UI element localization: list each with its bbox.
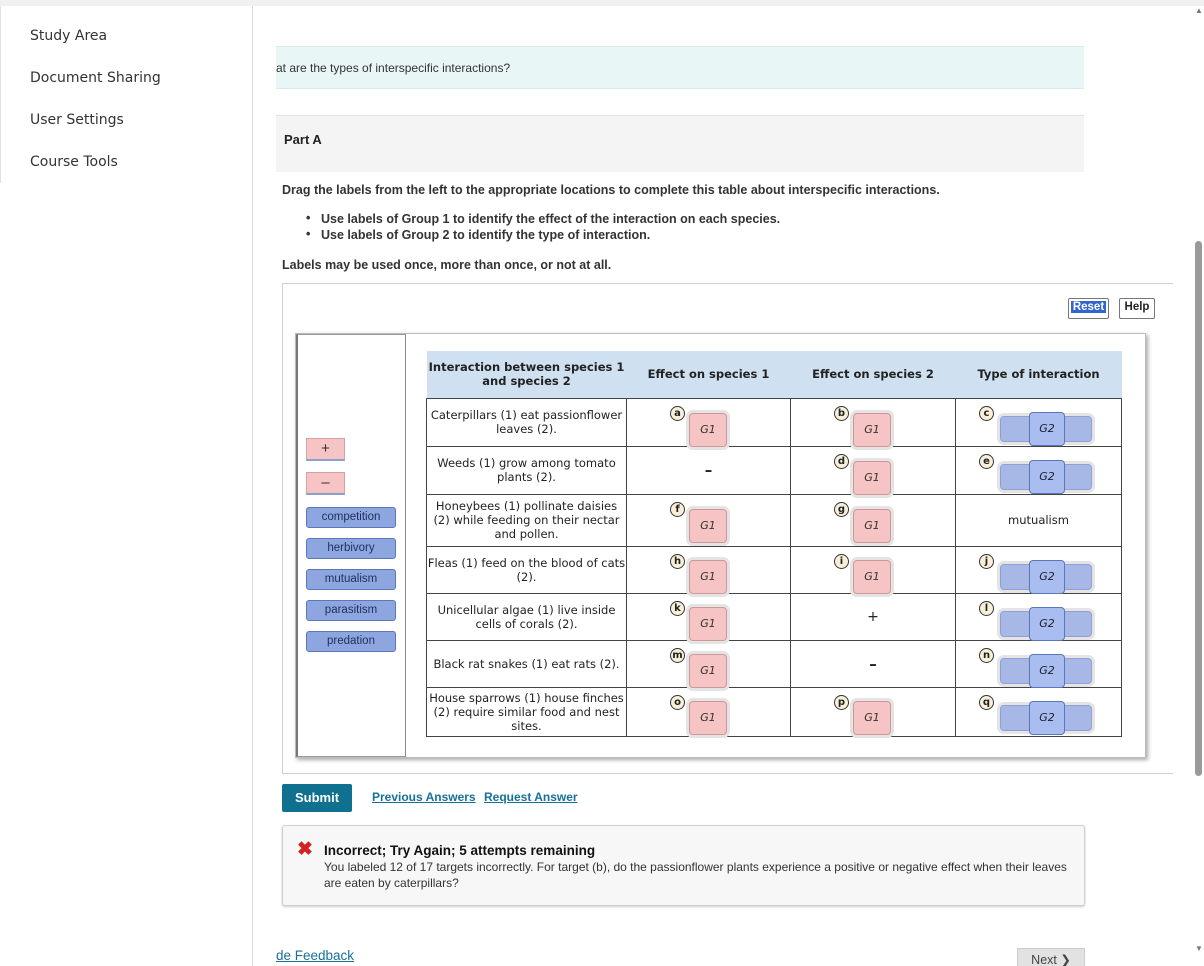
question-banner: at are the types of interspecific interactions? — [276, 46, 1084, 89]
label-predation[interactable]: predation — [306, 631, 396, 652]
target-i[interactable] — [791, 546, 956, 593]
effect-value: + — [791, 593, 956, 640]
sidebar-item-user-settings[interactable]: User Settings — [30, 112, 124, 128]
scroll-up-icon[interactable]: ▲ — [1195, 6, 1203, 15]
target-badge: h — [670, 554, 685, 569]
target-b[interactable] — [791, 398, 956, 446]
g2-label: G2 — [1029, 412, 1065, 446]
label-parasitism[interactable]: parasitism — [306, 600, 396, 621]
g2-dropzone[interactable] — [1000, 658, 1092, 684]
target-d[interactable] — [791, 446, 956, 494]
drag-drop-workarea — [282, 283, 1173, 774]
interaction-table — [426, 351, 1122, 737]
g2-dropzone[interactable] — [1000, 564, 1092, 590]
g1-dropzone[interactable]: G1 — [689, 560, 727, 594]
label-herbivory[interactable]: herbivory — [306, 538, 396, 559]
target-badge: e — [979, 454, 994, 469]
sidebar-item-course-tools[interactable]: Course Tools — [30, 154, 118, 170]
g1-dropzone[interactable]: G1 — [689, 607, 727, 641]
g1-dropzone[interactable]: G1 — [853, 701, 891, 735]
interaction-text: Unicellular algae (1) live inside cells of corals (2). — [427, 593, 627, 640]
target-e[interactable] — [956, 446, 1122, 494]
sidebar-item-study-area[interactable]: Study Area — [30, 28, 108, 44]
g2-label: G2 — [1029, 701, 1065, 735]
target-badge: d — [834, 454, 849, 469]
target-m[interactable] — [627, 640, 791, 687]
label-plus[interactable]: + — [306, 438, 345, 461]
interaction-text: Honeybees (1) pollinate daisies (2) while feeding on their nectar and pollen. — [427, 494, 627, 546]
g2-label: G2 — [1029, 607, 1065, 641]
target-j[interactable] — [956, 546, 1122, 593]
sidebar-edge — [0, 6, 4, 183]
g1-dropzone[interactable]: G1 — [853, 461, 891, 495]
g1-dropzone[interactable]: G1 — [853, 509, 891, 543]
interaction-text: Caterpillars (1) eat passionflower leaves (2). — [427, 398, 627, 446]
g1-dropzone[interactable]: G1 — [689, 654, 727, 688]
help-button[interactable]: Help — [1119, 298, 1155, 319]
target-badge: m — [670, 648, 685, 663]
target-o[interactable] — [627, 687, 791, 736]
target-badge: k — [670, 601, 685, 616]
target-f[interactable] — [627, 494, 791, 546]
g2-label: G2 — [1029, 460, 1065, 494]
bullet-group1: • Use labels of Group 1 to identify the effect of the interaction on each species. — [304, 212, 780, 228]
scroll-thumb[interactable] — [1195, 241, 1202, 776]
type-value: mutualism — [956, 494, 1122, 546]
table-row — [427, 687, 1122, 736]
main-content — [254, 6, 1204, 966]
target-p[interactable] — [791, 687, 956, 736]
table-row — [427, 593, 1122, 640]
target-badge: p — [834, 695, 849, 710]
table-row — [427, 640, 1122, 687]
submit-button[interactable]: Submit — [282, 784, 352, 812]
table-row — [427, 494, 1122, 546]
page-scrollbar[interactable] — [1194, 6, 1204, 966]
g2-label: G2 — [1029, 560, 1065, 594]
feedback-box — [282, 825, 1085, 906]
incorrect-icon: ✖ — [297, 839, 313, 860]
target-q[interactable] — [956, 687, 1122, 736]
target-badge: f — [670, 502, 685, 517]
previous-answers-link[interactable]: Previous Answers — [372, 790, 476, 804]
target-badge: b — [834, 406, 849, 421]
header-interaction: Interaction between species 1 and species 2 — [427, 351, 627, 398]
interaction-text: Weeds (1) grow among tomato plants (2). — [427, 446, 627, 494]
part-label: Part A — [276, 115, 1084, 172]
target-badge: g — [834, 502, 849, 517]
target-badge: j — [979, 554, 994, 569]
target-badge: c — [979, 406, 994, 421]
provide-feedback-link[interactable]: de Feedback — [276, 948, 355, 963]
reset-label: Reset — [1072, 301, 1105, 313]
reset-button[interactable] — [1068, 298, 1109, 319]
target-badge: q — [979, 695, 994, 710]
g2-label: G2 — [1029, 654, 1065, 688]
instruction-bullets — [304, 212, 780, 244]
effect-value: – — [627, 446, 791, 494]
effect-value: – — [791, 640, 956, 687]
labels-note: Labels may be used once, more than once, or not at all. — [282, 258, 612, 272]
g1-dropzone[interactable]: G1 — [689, 509, 727, 543]
table-row — [427, 546, 1122, 593]
g2-dropzone[interactable] — [1000, 611, 1092, 637]
header-type-of-interaction: Type of interaction — [956, 351, 1122, 398]
target-badge: i — [834, 554, 849, 569]
next-button[interactable]: Next ❯ — [1017, 948, 1085, 966]
header-effect-species-1: Effect on species 1 — [627, 351, 791, 398]
g1-dropzone[interactable]: G1 — [689, 701, 727, 735]
interaction-text: Fleas (1) feed on the blood of cats (2). — [427, 546, 627, 593]
scroll-down-icon[interactable]: ▼ — [1195, 944, 1203, 953]
label-competition[interactable]: competition — [306, 507, 396, 528]
g1-dropzone[interactable]: G1 — [689, 413, 727, 447]
activity-canvas — [295, 333, 1146, 758]
g2-dropzone[interactable] — [1000, 416, 1092, 442]
feedback-body: You labeled 12 of 17 targets incorrectly. For target (b), do the passionflower plants experience a positive or negative effect when their leaves are eaten by caterpillars? — [324, 860, 1067, 890]
g1-dropzone[interactable]: G1 — [853, 560, 891, 594]
target-c[interactable] — [956, 398, 1122, 446]
label-palette — [296, 334, 406, 757]
label-minus[interactable]: – — [306, 472, 345, 495]
instruction-text: Drag the labels from the left to the appropriate locations to complete this table about interspecific interactions. — [282, 183, 940, 197]
bullet-group2: • Use labels of Group 2 to identify the type of interaction. — [304, 228, 780, 244]
table-row — [427, 446, 1122, 494]
g1-dropzone[interactable]: G1 — [853, 413, 891, 447]
target-a[interactable] — [627, 398, 791, 446]
target-badge: o — [670, 695, 685, 710]
label-mutualism[interactable]: mutualism — [306, 569, 396, 590]
sidebar-item-document-sharing[interactable]: Document Sharing — [30, 70, 161, 86]
request-answer-link[interactable]: Request Answer — [484, 790, 578, 804]
header-effect-species-2: Effect on species 2 — [791, 351, 956, 398]
g2-dropzone[interactable] — [1000, 705, 1092, 731]
g2-dropzone[interactable] — [1000, 464, 1092, 490]
sidebar — [0, 6, 253, 966]
target-badge: l — [979, 601, 994, 616]
target-h[interactable] — [627, 546, 791, 593]
table-row — [427, 398, 1122, 446]
target-g[interactable] — [791, 494, 956, 546]
target-badge: n — [979, 648, 994, 663]
interaction-text: House sparrows (1) house finches (2) require similar food and nest sites. — [427, 687, 627, 736]
target-n[interactable] — [956, 640, 1122, 687]
target-badge: a — [670, 406, 685, 421]
feedback-title: Incorrect; Try Again; 5 attempts remaining — [324, 843, 596, 858]
interaction-text: Black rat snakes (1) eat rats (2). — [427, 640, 627, 687]
target-l[interactable] — [956, 593, 1122, 640]
target-k[interactable] — [627, 593, 791, 640]
